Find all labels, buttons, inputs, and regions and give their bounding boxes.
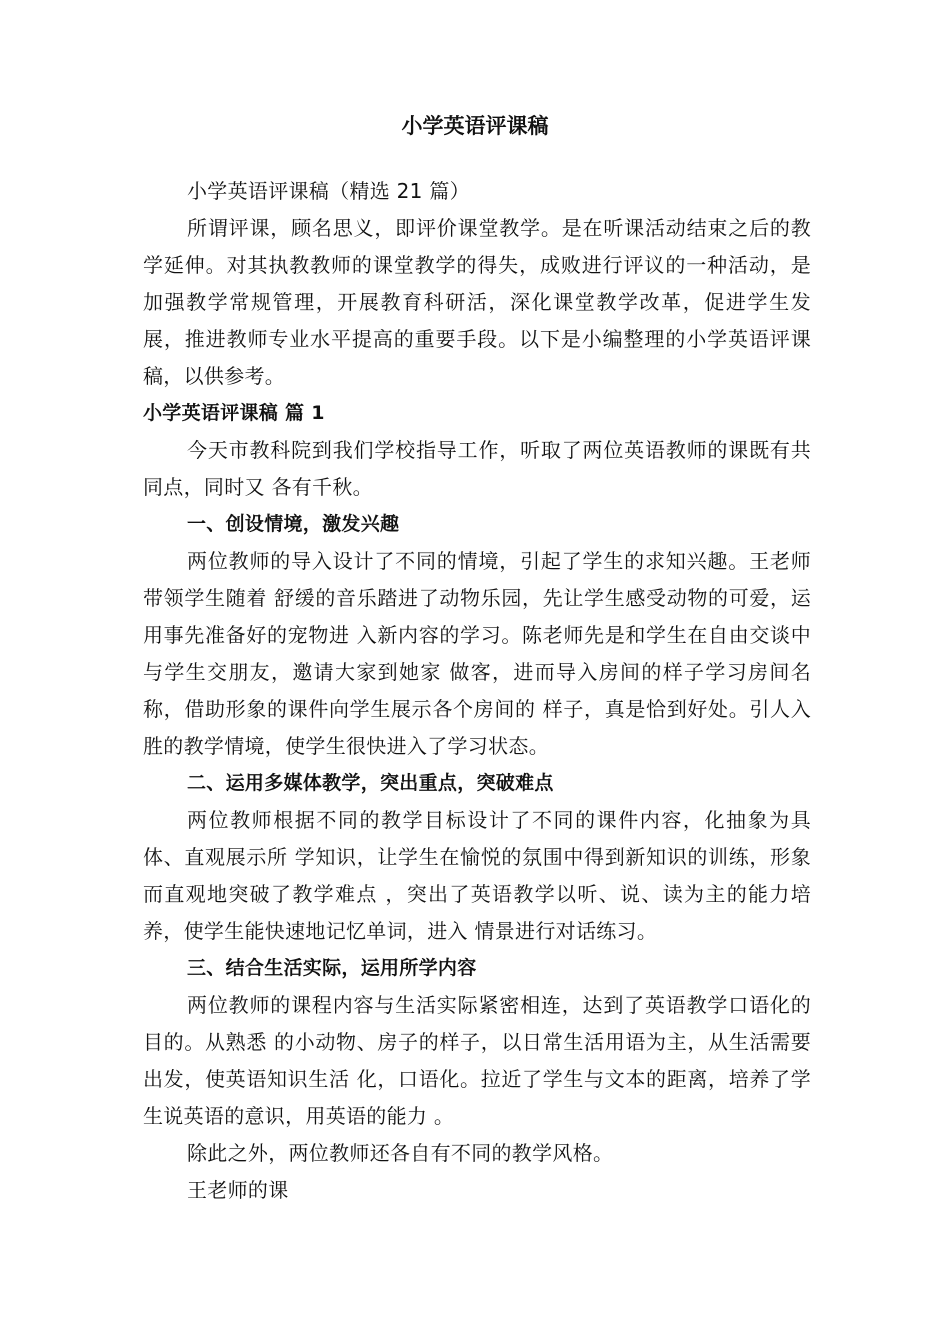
paragraph-situation: 两位教师的导入设计了不同的情境，引起了学生的求知兴趣。王老师带领学生随着 舒缓的音乐踏进了动物乐园，先让学生感受动物的可爱，运用事先准备好的宠物进 入新内容的学习。陈老师先是和学生在自由交谈中与学生交朋友，邀请大家到她家 做客，进而导入房间的样子学习房间名称，借助形象的课件向学生展示各个房间的 样子，真是恰到好处。引人入胜的教学情境，使学生很快进入了学习状态。: [143, 549, 811, 758]
paragraph-multimedia: 两位教师根据不同的教学目标设计了不同的课件内容，化抽象为具体、直观展示所 学知识，让学生在愉悦的氛围中得到新知识的训练，形象而直观地突破了教学难点 ，突出了英语教学以听、说、读为主的能力培养，使学生能快速地记忆单词，进入 情景进行对话练习。: [143, 808, 811, 943]
document-title: 小学英语评课稿: [401, 114, 549, 138]
intro-paragraph: 所谓评课，顾名思义，即评价课堂教学。是在听课活动结束之后的教学延伸。对其执教教师的课堂教学的得失，成败进行评议的一种活动，是加强教学常规管理，开展教育科研活，深化课堂教学改革，促进学生发展，推进教师专业水平提高的重要手段。以下是小编整理的小学英语评课稿，以供参考。: [143, 216, 811, 388]
section-heading-part-1: 小学英语评课稿 篇 1: [143, 402, 325, 424]
subheading-1: 一、创设情境，激发兴趣: [187, 513, 400, 535]
paragraph-opening: 今天市教科院到我们学校指导工作，听取了两位英语教师的课既有共同点，同时又 各有千秋。: [143, 438, 811, 499]
paragraph-styles: 除此之外，两位教师还各自有不同的教学风格。: [187, 1141, 614, 1165]
subheading-2: 二、运用多媒体教学，突出重点，突破难点: [187, 772, 554, 794]
document-body: [143, 173, 811, 1209]
paragraph-wang-class: 王老师的课: [187, 1178, 289, 1202]
subheading-3: 三、结合生活实际，运用所学内容: [187, 957, 477, 979]
paragraph-real-life: 两位教师的课程内容与生活实际紧密相连，达到了英语教学口语化的目的。从熟悉 的小动物、房子的样子，以日常生活用语为主，从生活需要出发，使英语知识生活 化，口语化。拉近了学生与文本的距离，培养了学生说英语的意识，用英语的能力 。: [143, 993, 811, 1128]
subtitle-paragraph: 小学英语评课稿（精选 21 篇）: [187, 179, 470, 203]
